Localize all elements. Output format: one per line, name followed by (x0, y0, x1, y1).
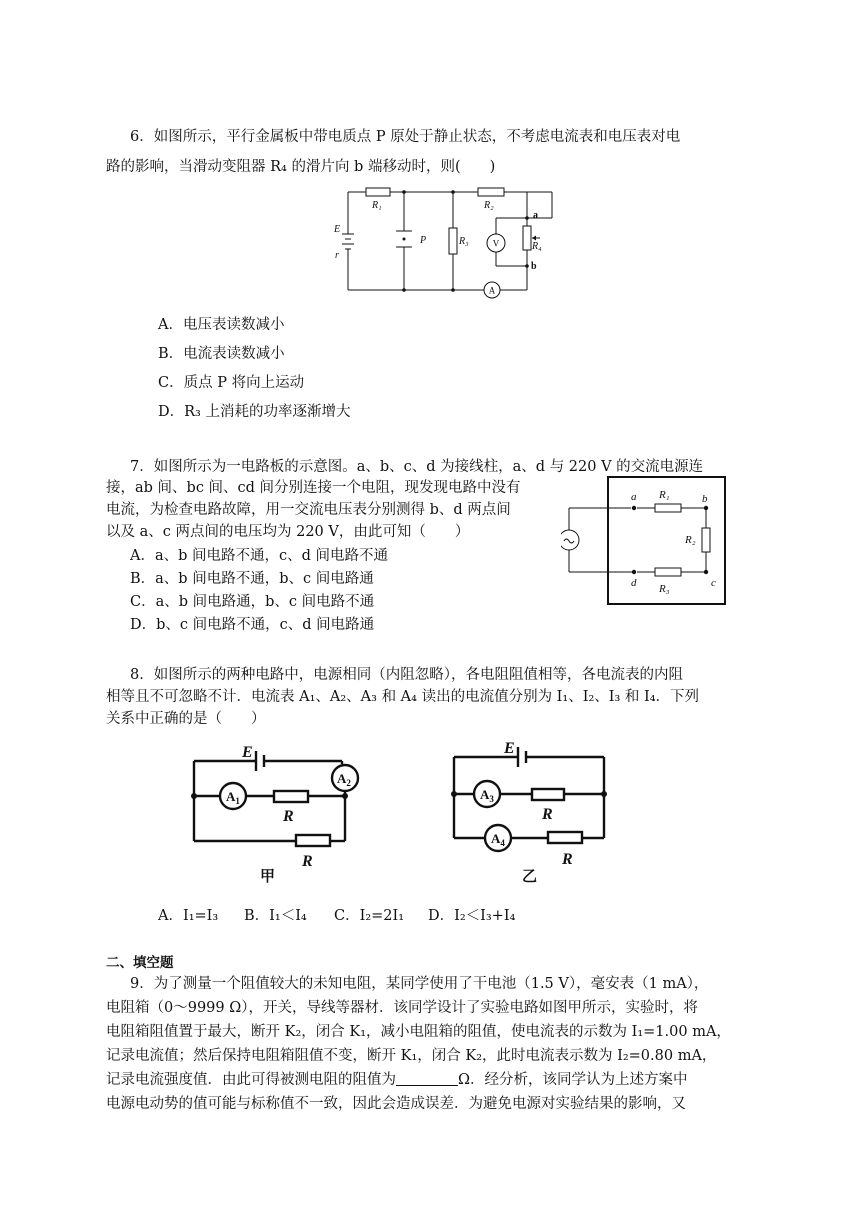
q9-line5-suffix: Ω．经分析，该同学认为上述方案中 (458, 1072, 688, 1088)
q9-line5-prefix: 记录电流强度值．由此可得被测电阻的阻值为 (106, 1072, 396, 1088)
q8-circuit-figure-jia (186, 735, 366, 887)
ammeter-a3-label: $A_3$ (480, 787, 494, 804)
q7-line2: 接，ab 间、bc 间、cd 间分别连接一个电阻，现发现电路中没有 (106, 480, 521, 496)
q8-option-d: D．I₂＜I₃+I₄ (428, 908, 516, 924)
caption-yi: 乙 (522, 869, 538, 885)
section-title: 二、填空题 (106, 955, 174, 971)
q6-option-a: A．电压表读数减小 (158, 317, 285, 333)
caption-jia: 甲 (260, 869, 276, 885)
q9-line6: 电源电动势的值可能与标称值不一致，因此会造成误差．为避免电源对实验结果的影响，又 (106, 1096, 686, 1112)
label-r3: R₃ (659, 583, 670, 595)
q8-line2: 相等且不可忽略不计．电流表 A₁、A₂、A₃ 和 A₄ 读出的电流值分别为 I₁、I₂、I₃ 和 I₄．下列 (106, 689, 700, 705)
voltmeter-label: V (492, 238, 500, 249)
label-b: b (702, 493, 708, 505)
label-a: a (533, 210, 538, 221)
q7-line3: 电流，为检查电路故障，用一交流电压表分别测得 b、d 两点间 (106, 502, 511, 518)
label-c: c (711, 577, 716, 589)
label-p: P (420, 235, 427, 246)
label-a: a (631, 491, 637, 503)
ammeter-a1-label: $A_1$ (226, 789, 240, 806)
q8-line3: 关系中正确的是（ ） (106, 711, 266, 727)
q6-line1: 6．如图所示，平行金属板中带电质点 P 原处于静止状态，不考虑电流表和电压表对电 (130, 129, 681, 145)
q7-circuit-board-figure (561, 476, 728, 606)
q6-option-d: D．R₃ 上消耗的功率逐渐增大 (158, 404, 351, 420)
ammeter-label: A (488, 285, 496, 296)
label-r-bottom: R (562, 851, 573, 868)
label-d: d (631, 577, 637, 589)
label-e: E (504, 740, 515, 757)
q8-option-c: C．I₂=2I₁ (334, 908, 405, 924)
q9-line3: 电阻箱阻值置于最大，断开 K₂，闭合 K₁，减小电阻箱的阻值，使电流表的示数为 I₁=1.00 mA， (106, 1024, 731, 1040)
label-e: E (334, 224, 341, 235)
label-r2: R₂ (484, 200, 494, 211)
q7-line1: 7．如图所示为一电路板的示意图。a、b、c、d 为接线柱，a、d 与 220 V 的交流电源连 (130, 459, 704, 475)
label-r4: R₄ (532, 241, 542, 252)
label-b: b (531, 261, 537, 272)
label-r1: R₁ (372, 200, 382, 211)
q8-option-b: B．I₁＜I₄ (244, 908, 307, 924)
q7-option-c: C．a、b 间电路通，b、c 间电路不通 (130, 594, 375, 610)
label-r-top: R (542, 806, 553, 823)
label-r: r (335, 250, 339, 261)
q6-line2: 路的影响，当滑动变阻器 R₄ 的滑片向 b 端移动时，则( ) (106, 159, 496, 175)
q7-option-b: B．a、b 间电路不通，b、c 间电路通 (130, 571, 374, 587)
ammeter-a2-label: $A_2$ (337, 771, 351, 788)
label-r-bottom: R (302, 853, 313, 870)
label-e: E (242, 744, 253, 761)
q7-option-a: A．a、b 间电路不通，c、d 间电路不通 (130, 548, 389, 564)
q6-option-b: B．电流表读数减小 (158, 346, 285, 362)
q7-option-d: D．b、c 间电路不通，c、d 间电路通 (130, 617, 375, 633)
q7-line4: 以及 a、c 两点间的电压均为 220 V，由此可知（ ） (106, 524, 470, 540)
answer-blank[interactable] (396, 1071, 458, 1086)
label-r3: R₃ (459, 236, 469, 247)
q9-line1: 9．为了测量一个阻值较大的未知电阻，某同学使用了干电池（1.5 V），毫安表（1 mA）， (130, 976, 709, 992)
q9-line2: 电阻箱（0～9999 Ω），开关，导线等器材．该同学设计了实验电路如图甲所示，实验时，将 (106, 1000, 699, 1016)
q9-line5 (106, 1070, 688, 1090)
q8-circuit-figure-yi (446, 735, 612, 887)
label-r-top: R (283, 808, 294, 825)
q8-option-a: A．I₁=I₃ (158, 908, 219, 924)
q9-line4: 记录电流值；然后保持电阻箱阻值不变，断开 K₁，闭合 K₂，此时电流表示数为 I₂=0.80 mA， (106, 1048, 717, 1064)
ammeter-a4-label: $A_4$ (491, 831, 505, 848)
label-r2: R₂ (685, 534, 696, 546)
q8-line1: 8．如图所示的两种电路中，电源相同（内阻忽略），各电阻阻值相等，各电流表的内阻 (130, 667, 683, 683)
q6-circuit-figure (326, 182, 558, 302)
q6-option-c: C．质点 P 将向上运动 (158, 375, 305, 391)
label-r1: R₁ (659, 489, 670, 501)
